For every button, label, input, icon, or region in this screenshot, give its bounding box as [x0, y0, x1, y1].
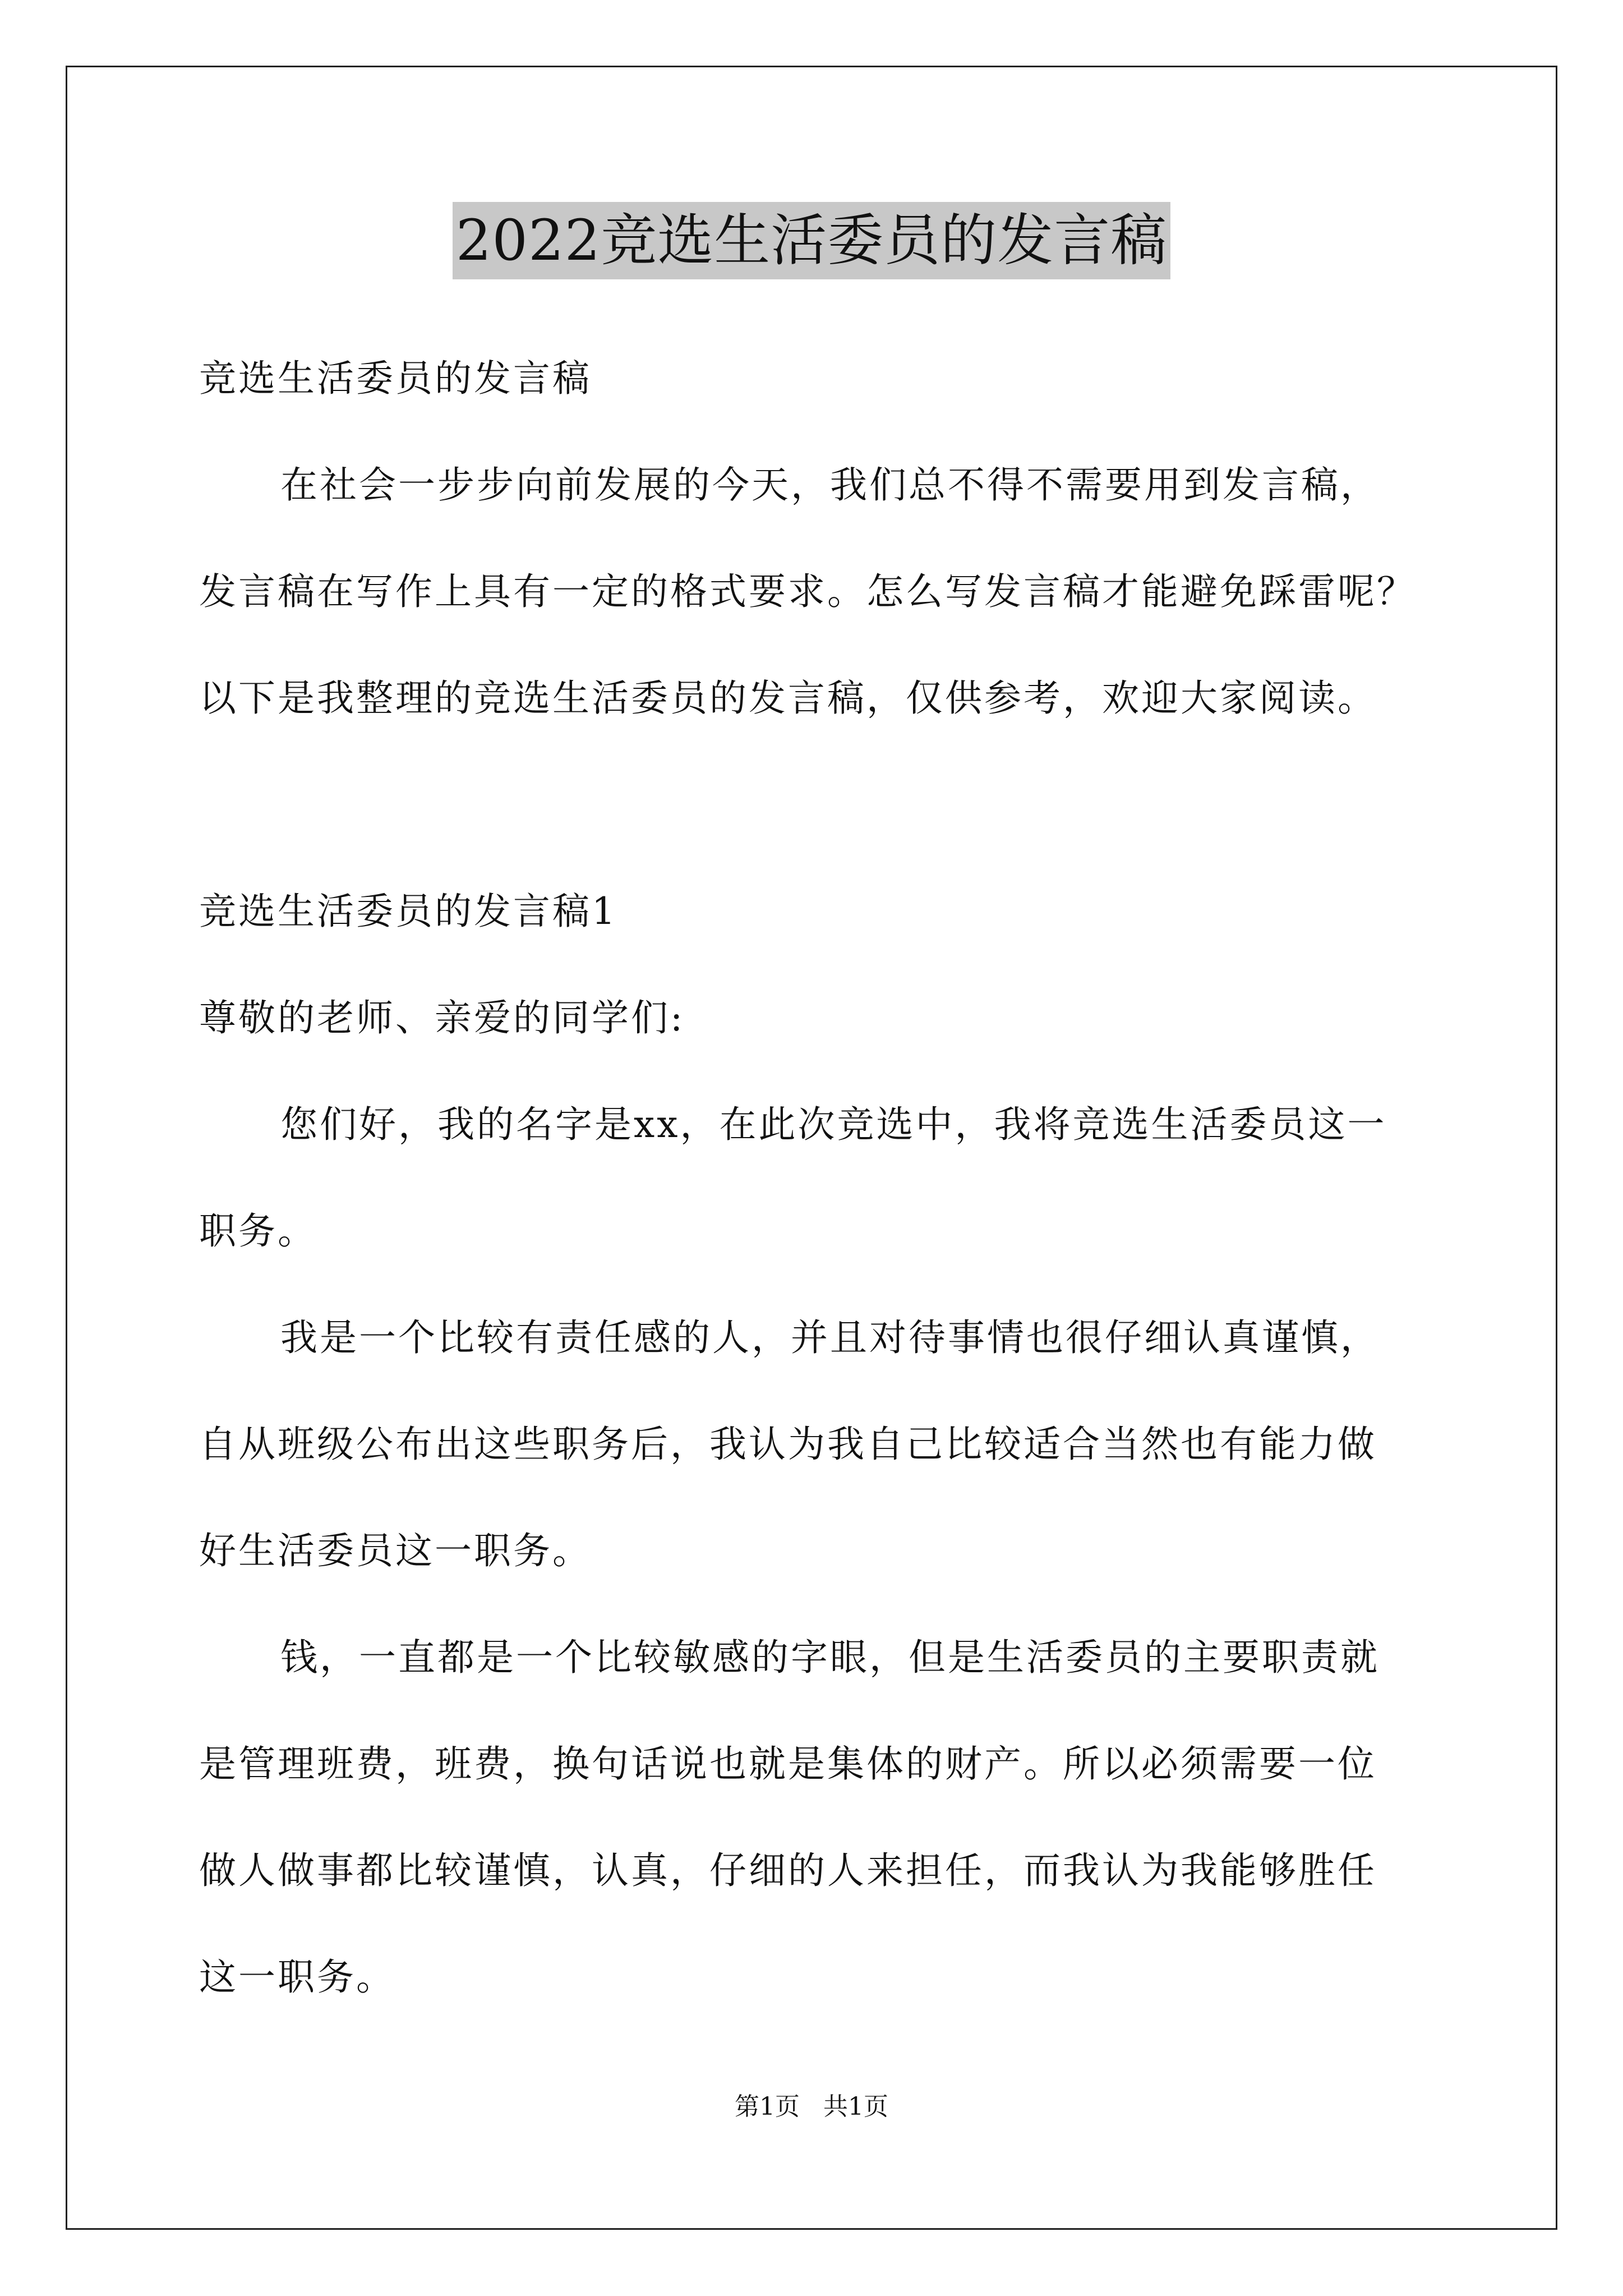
- para1-line-1: 您们好，我的名字是xx，在此次竞选中，我将竞选生活委员这一: [280, 1103, 1387, 1146]
- para3-line-4: 这一职务。: [199, 1955, 395, 1999]
- salutation: 尊敬的老师、亲爱的同学们:: [199, 996, 685, 1039]
- para2-line-1: 我是一个比较有责任感的人，并且对待事情也很仔细认真谨慎，: [280, 1316, 1380, 1359]
- intro-line-2: 发言稿在写作上具有一定的格式要求。怎么写发言稿才能避免踩雷呢？: [199, 570, 1416, 613]
- page-footer: 第1页 共1页: [735, 2092, 888, 2121]
- para2-line-3: 好生活委员这一职务。: [199, 1529, 592, 1572]
- para1-line-2: 职务。: [199, 1209, 317, 1253]
- title-container: [0, 202, 1623, 279]
- subtitle: 竞选生活委员的发言稿: [199, 357, 592, 400]
- para3-line-1: 钱，一直都是一个比较敏感的字眼，但是生活委员的主要职责就: [280, 1636, 1380, 1679]
- intro-line-1: 在社会一步步向前发展的今天，我们总不得不需要用到发言稿，: [280, 463, 1380, 507]
- para2-line-2: 自从班级公布出这些职务后，我认为我自己比较适合当然也有能力做: [199, 1423, 1377, 1466]
- document-title: 2022竞选生活委员的发言稿: [453, 202, 1171, 279]
- para3-line-2: 是管理班费，班费，换句话说也就是集体的财产。所以必须需要一位: [199, 1742, 1377, 1786]
- section-heading: 竞选生活委员的发言稿1: [199, 890, 617, 933]
- intro-line-3: 以下是我整理的竞选生活委员的发言稿，仅供参考，欢迎大家阅读。: [199, 677, 1377, 720]
- para3-line-3: 做人做事都比较谨慎，认真，仔细的人来担任，而我认为我能够胜任: [199, 1849, 1377, 1892]
